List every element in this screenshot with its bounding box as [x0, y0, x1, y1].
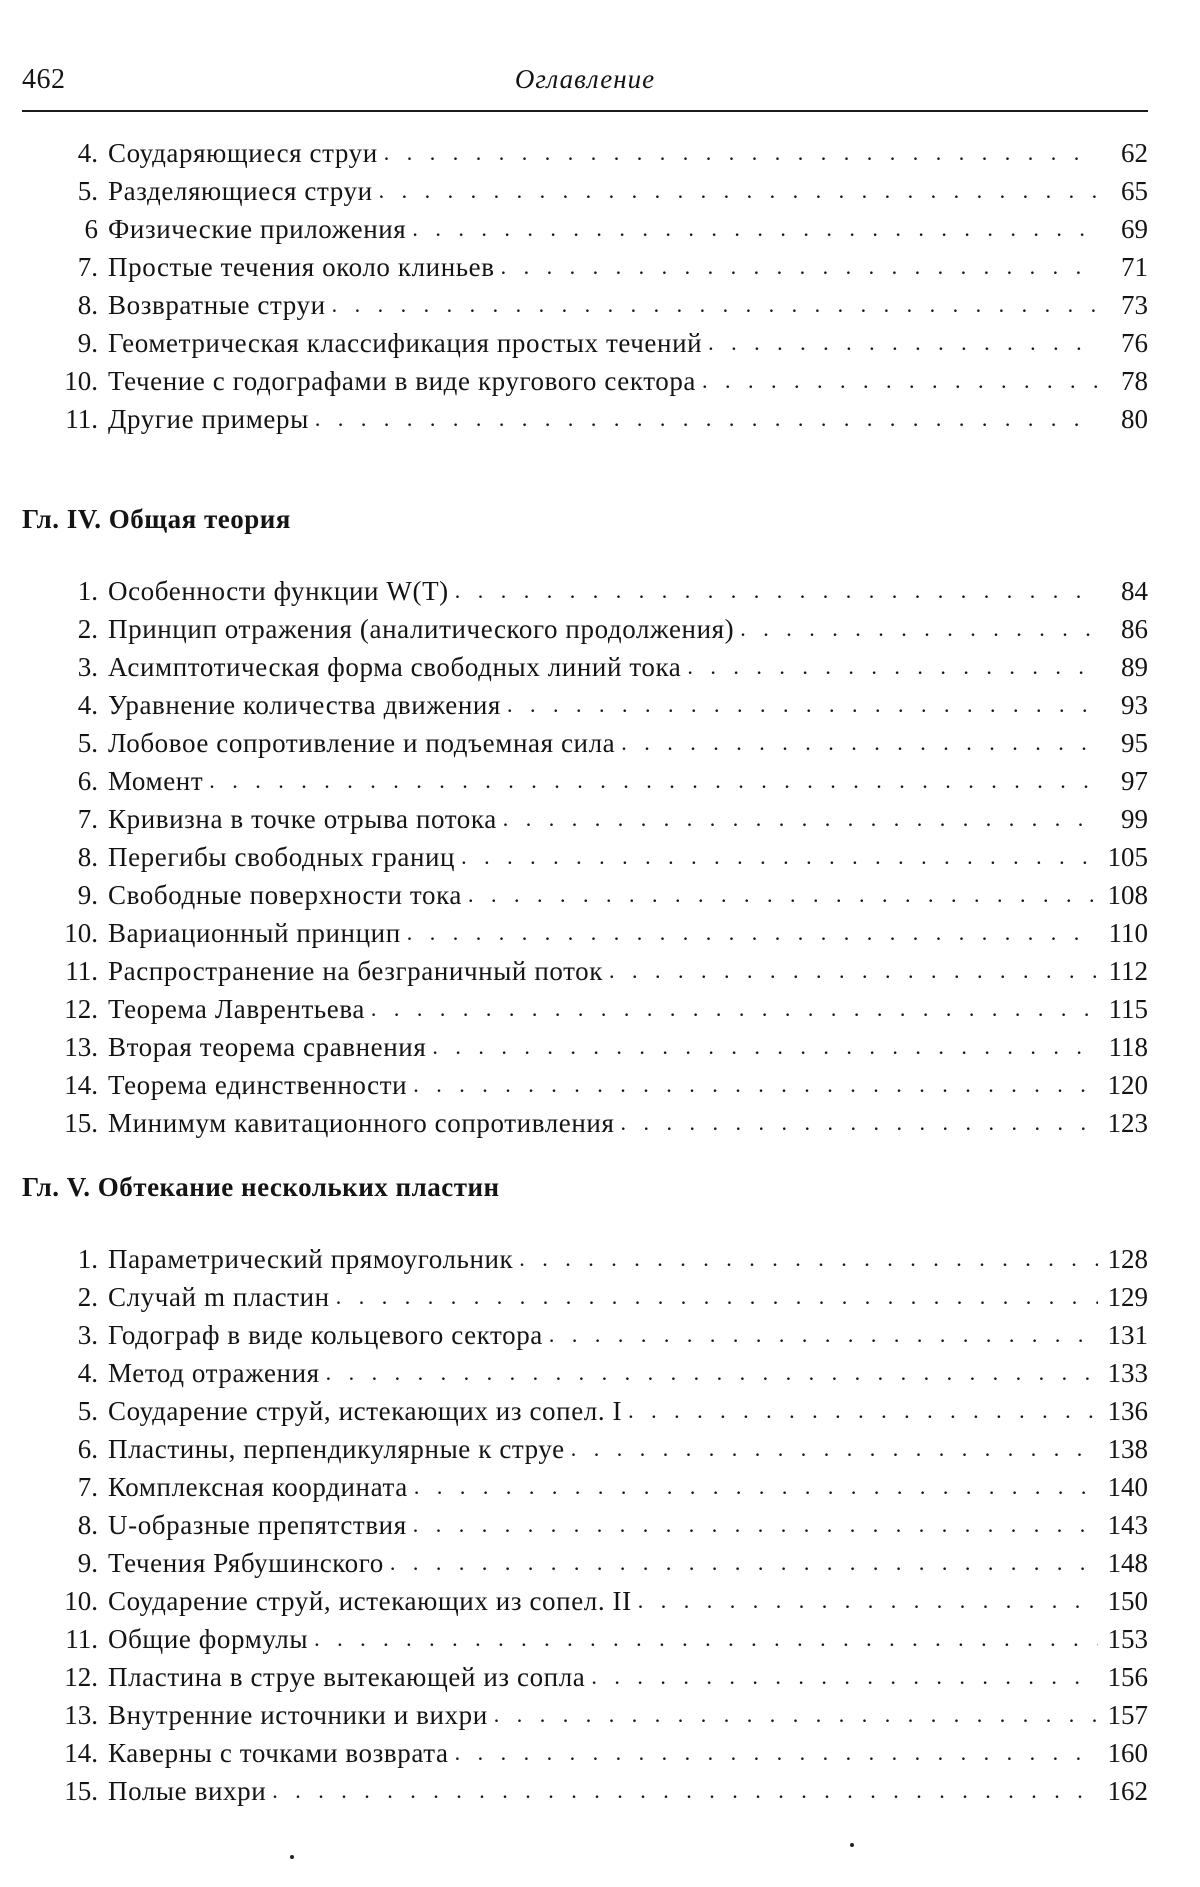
toc-entry-title: Геометрическая классификация простых течений: [108, 328, 703, 358]
toc-entry-number: 7.: [77, 1472, 98, 1502]
toc-entry-title: Лобовое сопротивление и подъемная сила: [108, 728, 616, 758]
toc-entry: [50, 576, 1148, 614]
toc-entry-title: Момент: [108, 766, 204, 796]
toc-entry: [50, 1320, 1148, 1358]
toc-entry-title: Асимптотическая форма свободных линий тока: [108, 652, 682, 682]
toc-entry-page: 71: [1121, 252, 1148, 282]
toc-entry: [50, 138, 1148, 176]
print-speck: [290, 1855, 294, 1859]
dot-leader: [503, 806, 1098, 828]
toc-entry-title: Полые вихри: [108, 1776, 267, 1806]
toc-entry-number: 5.: [77, 176, 98, 206]
toc-entry-page: 93: [1121, 690, 1148, 720]
toc-entry-title: Соударение струй, истекающих из сопел. II: [108, 1586, 632, 1616]
toc-entry-page: 115: [1108, 994, 1148, 1024]
toc-entry: [50, 1738, 1148, 1776]
dot-leader: [628, 1398, 1098, 1420]
toc-entry-number: 14.: [64, 1070, 98, 1100]
dot-leader: [332, 292, 1098, 314]
toc-entry: [50, 1700, 1148, 1738]
toc-entry: [50, 404, 1148, 442]
toc-entry: [50, 1358, 1148, 1396]
toc-entry: [50, 1662, 1148, 1700]
toc-entry-title: Свободные поверхности тока: [108, 880, 462, 910]
toc-entry-page: 157: [1107, 1700, 1148, 1730]
toc-entry-page: 97: [1121, 766, 1148, 796]
toc-entry: [50, 1472, 1148, 1510]
toc-entry: [50, 1396, 1148, 1434]
toc-entry-title: Внутренние источники и вихри: [108, 1700, 488, 1730]
toc-entry-number: 13.: [64, 1700, 98, 1730]
dot-leader: [390, 1550, 1098, 1572]
toc-entry: [50, 252, 1148, 290]
toc-entry-number: 8.: [77, 1510, 98, 1540]
toc-entry-title: Другие примеры: [108, 404, 309, 434]
toc-entry-page: 76: [1121, 328, 1148, 358]
toc-entry-title: Метод отражения: [108, 1358, 320, 1388]
toc-entry-number: 9.: [77, 880, 98, 910]
toc-entry-page: 110: [1108, 918, 1148, 948]
toc-entry-page: 129: [1107, 1282, 1148, 1312]
print-speck: [850, 1843, 854, 1847]
toc-entry: [50, 1510, 1148, 1548]
toc-entry: [50, 1776, 1148, 1814]
toc-entry-number: 6: [84, 214, 98, 244]
toc-entry-page: 160: [1107, 1738, 1148, 1768]
toc-entry-title: Принцип отражения (аналитического продолжения): [108, 614, 735, 644]
toc-entry-title: Вторая теорема сравнения: [108, 1032, 427, 1062]
toc-entry-page: 156: [1107, 1662, 1148, 1692]
toc-entry: [50, 214, 1148, 252]
toc-entry-number: 3.: [77, 652, 98, 682]
dot-leader: [407, 920, 1098, 942]
dot-leader: [702, 368, 1098, 390]
dot-leader: [494, 1702, 1098, 1724]
toc-entry-number: 1.: [77, 576, 98, 606]
toc-entry-number: 13.: [64, 1032, 98, 1062]
toc-entry: [50, 1108, 1148, 1146]
toc-entry-number: 14.: [64, 1738, 98, 1768]
toc-entry-number: 8.: [77, 290, 98, 320]
toc-entry-page: 143: [1107, 1510, 1148, 1540]
toc-entry-title: Общие формулы: [108, 1624, 309, 1654]
dot-leader: [620, 1110, 1098, 1132]
dot-leader: [519, 1246, 1098, 1268]
toc-entry-title: U-образные препятствия: [108, 1510, 407, 1540]
toc-entry: [50, 1586, 1148, 1624]
toc-entry-page: 84: [1121, 576, 1148, 606]
toc-entry-title: Распространение на безграничный поток: [108, 956, 603, 986]
toc-entry-page: 80: [1121, 404, 1148, 434]
toc-entry-page: 112: [1108, 956, 1148, 986]
toc-entry-title: Физические приложения: [108, 214, 407, 244]
toc-entry-number: 4.: [77, 1358, 98, 1388]
toc-entry: [50, 994, 1148, 1032]
toc-entry-title: Соударяющиеся струи: [108, 138, 378, 168]
toc-entry-page: 133: [1107, 1358, 1148, 1388]
dot-leader: [468, 882, 1098, 904]
toc-entry: [50, 728, 1148, 766]
running-title: Оглавление: [514, 64, 656, 94]
toc-entry-number: 9.: [77, 1548, 98, 1578]
toc-entry: [50, 918, 1148, 956]
toc-entry-title: Случай m пластин: [108, 1282, 330, 1312]
toc-entry-number: 5.: [77, 1396, 98, 1426]
toc-entry: [50, 176, 1148, 214]
toc-entry-title: Течения Рябушинского: [108, 1548, 384, 1578]
dot-leader: [414, 1474, 1098, 1496]
toc-entry-title: Уравнение количества движения: [108, 690, 501, 720]
dot-leader: [272, 1778, 1098, 1800]
chapter-heading-iv: Гл. IV. Общая теория: [22, 504, 291, 534]
toc-entry-title: Вариационный принцип: [108, 918, 401, 948]
toc-entry-title: Кривизна в точке отрыва потока: [108, 804, 497, 834]
dot-leader: [384, 140, 1098, 162]
toc-entry-number: 9.: [77, 328, 98, 358]
toc-entry-number: 6.: [77, 766, 98, 796]
dot-leader: [209, 768, 1098, 790]
toc-entry-page: 105: [1107, 842, 1148, 872]
dot-leader: [413, 1072, 1098, 1094]
toc-entry-title: Теорема единственности: [108, 1070, 408, 1100]
dot-leader: [461, 844, 1098, 866]
toc-entry-page: 73: [1121, 290, 1148, 320]
toc-entry: [50, 880, 1148, 918]
toc-entry-page: 78: [1121, 366, 1148, 396]
toc-entry-title: Параметрический прямоугольник: [108, 1244, 514, 1274]
dot-leader: [336, 1284, 1098, 1306]
dot-leader: [326, 1360, 1098, 1382]
toc-entry-title: Течение с годографами в виде кругового сектора: [108, 366, 697, 396]
dot-leader: [455, 1740, 1098, 1762]
toc-entry-page: 136: [1107, 1396, 1148, 1426]
toc-entry-page: 140: [1107, 1472, 1148, 1502]
toc-entry-number: 12.: [64, 994, 98, 1024]
dot-leader: [621, 730, 1098, 752]
toc-entry-title: Годограф в виде кольцевого сектора: [108, 1320, 543, 1350]
toc-entry: [50, 766, 1148, 804]
toc-entry: [50, 290, 1148, 328]
dot-leader: [501, 254, 1098, 276]
toc-entry-page: 123: [1107, 1108, 1148, 1138]
toc-entry-title: Простые течения около клиньев: [108, 252, 495, 282]
toc-section-chapter-iv: [50, 576, 1148, 1146]
toc-entry-number: 7.: [77, 252, 98, 282]
toc-entry: [50, 1624, 1148, 1662]
page-header: [22, 58, 1148, 112]
toc-entry-title: Минимум кавитационного сопротивления: [108, 1108, 615, 1138]
dot-leader: [432, 1034, 1098, 1056]
toc-entry-title: Комплексная координата: [108, 1472, 408, 1502]
dot-leader: [371, 996, 1098, 1018]
toc-entry-title: Пластина в струе вытекающей из сопла: [108, 1662, 586, 1692]
toc-entry-number: 8.: [77, 842, 98, 872]
toc-entry-number: 10.: [64, 918, 98, 948]
dot-leader: [379, 178, 1098, 200]
toc-entry-title: Пластины, перпендикулярные к струе: [108, 1434, 565, 1464]
dot-leader: [549, 1322, 1098, 1344]
toc-entry-number: 11.: [65, 404, 98, 434]
toc-entry-title: Каверны с точками возврата: [108, 1738, 449, 1768]
toc-entry-number: 5.: [77, 728, 98, 758]
toc-entry-title: Теорема Лаврентьева: [108, 994, 365, 1024]
toc-entry-title: Возвратные струи: [108, 290, 326, 320]
toc-entry: [50, 1070, 1148, 1108]
dot-leader: [687, 654, 1098, 676]
toc-entry-page: 86: [1121, 614, 1148, 644]
toc-entry-title: Перегибы свободных границ: [108, 842, 456, 872]
dot-leader: [507, 692, 1098, 714]
toc-entry: [50, 842, 1148, 880]
toc-section-continued: [50, 138, 1148, 442]
toc-entry-page: 99: [1121, 804, 1148, 834]
toc-entry-page: 120: [1107, 1070, 1148, 1100]
toc-entry: [50, 804, 1148, 842]
toc-entry-title: Разделяющиеся струи: [108, 176, 373, 206]
toc-entry-number: 11.: [65, 1624, 98, 1654]
dot-leader: [708, 330, 1098, 352]
toc-entry-title: Соударение струй, истекающих из сопел. I: [108, 1396, 623, 1426]
dot-leader: [591, 1664, 1098, 1686]
dot-leader: [740, 616, 1098, 638]
dot-leader: [609, 958, 1098, 980]
toc-entry-number: 3.: [77, 1320, 98, 1350]
toc-section-chapter-v: [50, 1244, 1148, 1814]
dot-leader: [571, 1436, 1098, 1458]
dot-leader: [412, 216, 1098, 238]
toc-entry-page: 62: [1121, 138, 1148, 168]
dot-leader: [314, 1626, 1098, 1648]
toc-entry: [50, 614, 1148, 652]
toc-entry: [50, 652, 1148, 690]
toc-entry-page: 138: [1107, 1434, 1148, 1464]
toc-entry-page: 69: [1121, 214, 1148, 244]
toc-entry-number: 15.: [64, 1776, 98, 1806]
toc-entry-number: 10.: [64, 366, 98, 396]
chapter-heading-v: Гл. V. Обтекание нескольких пластин: [22, 1172, 500, 1202]
toc-entry-number: 2.: [77, 1282, 98, 1312]
toc-entry: [50, 328, 1148, 366]
toc-entry-page: 162: [1107, 1776, 1148, 1806]
toc-entry-number: 15.: [64, 1108, 98, 1138]
toc-entry-page: 153: [1107, 1624, 1148, 1654]
dot-leader: [455, 578, 1098, 600]
toc-entry: [50, 1244, 1148, 1282]
toc-entry: [50, 1548, 1148, 1586]
dot-leader: [413, 1512, 1098, 1534]
toc-entry-number: 7.: [77, 804, 98, 834]
toc-entry-number: 4.: [77, 690, 98, 720]
toc-entry-number: 4.: [77, 138, 98, 168]
toc-entry-page: 89: [1121, 652, 1148, 682]
toc-entry-number: 1.: [77, 1244, 98, 1274]
page-number: 462: [22, 64, 66, 95]
toc-entry-title: Особенности функции W(T): [108, 576, 449, 606]
dot-leader: [315, 406, 1098, 428]
toc-entry-number: 6.: [77, 1434, 98, 1464]
toc-entry-page: 108: [1107, 880, 1148, 910]
toc-entry: [50, 1282, 1148, 1320]
toc-entry-page: 65: [1121, 176, 1148, 206]
toc-entry: [50, 690, 1148, 728]
toc-entry-number: 12.: [64, 1662, 98, 1692]
toc-entry-page: 148: [1107, 1548, 1148, 1578]
toc-entry: [50, 1032, 1148, 1070]
toc-entry: [50, 1434, 1148, 1472]
toc-entry: [50, 956, 1148, 994]
toc-entry-number: 10.: [64, 1586, 98, 1616]
toc-entry-number: 2.: [77, 614, 98, 644]
toc-entry-page: 95: [1121, 728, 1148, 758]
toc-entry-page: 118: [1108, 1032, 1148, 1062]
toc-entry: [50, 366, 1148, 404]
toc-entry-page: 150: [1107, 1586, 1148, 1616]
dot-leader: [638, 1588, 1098, 1610]
toc-entry-page: 128: [1107, 1244, 1148, 1274]
toc-entry-page: 131: [1107, 1320, 1148, 1350]
toc-entry-number: 11.: [65, 956, 98, 986]
